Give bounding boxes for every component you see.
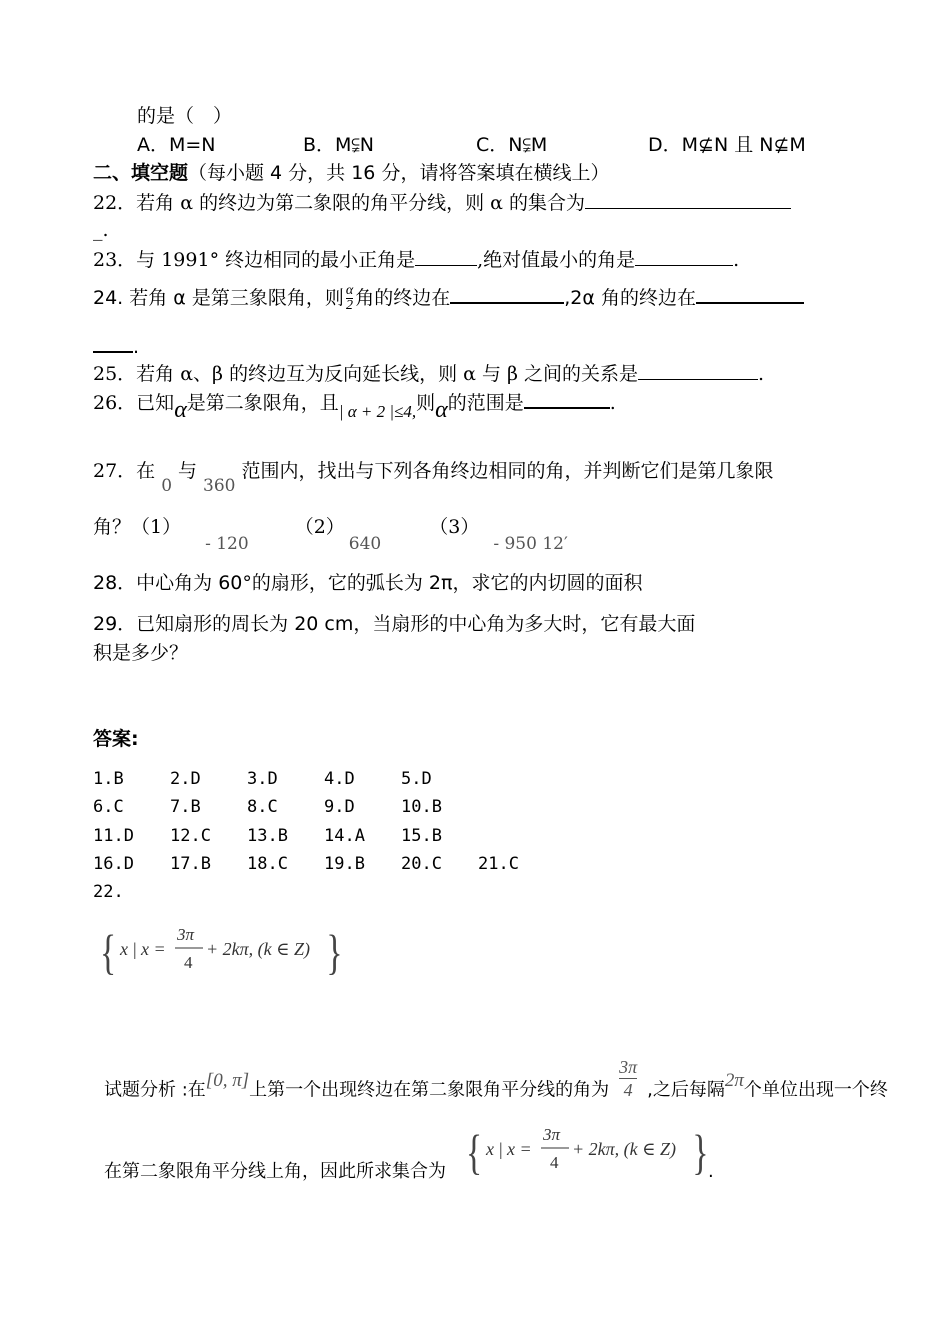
q24-part2: 角的终边在 [355,287,451,309]
analysis-two-pi: 2π [724,1069,744,1091]
q26-alpha-2: α [435,397,448,423]
answer-21: 21.C [478,854,519,874]
question-27-line2 [93,515,568,554]
set-frac-den: 4 [184,953,193,972]
q26-condition: | α + 2 |≤4, [338,402,417,421]
answer-12: 12.C [170,826,211,846]
answers-row-1 [93,767,478,791]
analysis-tail: . [708,1161,714,1182]
q27-line2: 角？（1） [93,516,182,538]
answer-7: 7.B [170,797,201,817]
q27-sub2: （2） [294,516,345,538]
q21-option-a: A．M=N [137,134,216,156]
section-note: （每小题 4 分，共 16 分，请将答案填在横线上） [188,162,610,184]
answer-18: 18.C [247,854,288,874]
answer-22-set-formula [100,918,345,978]
q27-part3: 范围内，找出与下列各角终边相同的角，并判断它们是第几象限 [241,460,774,482]
answer-8: 8.C [247,797,278,817]
q27-part1: 27．在 [93,460,156,482]
q23-part1: 23．与 1991° 终边相同的最小正角是 [93,249,416,271]
q27-sub3: （3） [429,516,480,538]
q27-value-1: - 120 [205,534,249,554]
q24-tail-line [93,333,139,359]
answer-17: 17.B [170,854,211,874]
q26-part4: 的范围是 [447,392,524,414]
q24-tail: . [133,336,140,358]
answer-2: 2.D [170,769,201,789]
answers-title: 答案: [93,728,139,750]
analysis-interval: [0, π] [205,1069,250,1091]
answer-11: 11.D [93,826,134,846]
analysis-set-rest: + 2kπ, (k ∈ Z) [572,1139,676,1159]
analysis-set-var: x [486,1139,494,1159]
analysis-set-left-brace: { [466,1125,483,1178]
answer-14: 14.A [324,826,365,846]
answer-9: 9.D [324,797,355,817]
q26-tail: . [609,392,616,414]
set-rest: + 2kπ, (k ∈ Z) [206,939,310,959]
set-frac-num: 3π [177,925,195,944]
q25-tail: . [758,363,765,385]
answer-22-label: 22. [93,882,124,902]
answer-3: 3.D [247,769,278,789]
answers-row-3 [93,824,478,848]
q26-answer-blank[interactable] [524,389,610,409]
answer-15: 15.B [401,826,442,846]
q23-part2: ,绝对值最小的角是 [477,249,636,271]
q23-part3: . [733,249,740,271]
q25-answer-blank[interactable] [638,361,758,380]
answer-4: 4.D [324,769,355,789]
analysis-part2: 上第一个出现终边在第二象限角平分线的角为 [249,1079,610,1101]
question-29-line2: 积是多少？ [93,642,189,664]
answer-5: 5.D [401,769,432,789]
q25-text: 25．若角 α、β 的终边互为反向延长线，则 α 与 β 之间的关系是 [93,363,639,385]
q26-alpha: α [174,397,187,423]
analysis-set-eq: x = [507,1139,532,1159]
question-22 [93,190,791,215]
answer-20: 20.C [401,854,442,874]
answers-row-4 [93,852,555,876]
set-right-brace: } [326,925,343,978]
analysis-fraction [619,1056,637,1101]
question-29-line1: 29．已知扇形的周长为 20 cm，当扇形的中心角为多大时，它有最大面 [93,613,696,635]
q22-answer-blank[interactable] [585,190,791,209]
q27-zero: 0 [161,476,173,496]
q23-blank-1[interactable] [415,247,477,266]
q24-part1: 24. 若角 α 是第三象限角，则 [93,287,344,309]
set-var: x [120,939,128,959]
analysis-frac-num: 3π [619,1057,638,1077]
answer-16: 16.D [93,854,134,874]
answers-row-2 [93,795,478,819]
answer-10: 10.B [401,797,442,817]
section-title: 二、填空题 [93,162,189,184]
q26-part3: 则 [416,392,436,414]
section-heading [93,161,609,185]
analysis-set-bar: | [499,1139,503,1159]
q27-value-3: - 950 12′ [493,534,568,554]
analysis-set-right-brace: } [692,1125,709,1178]
question-24 [93,284,804,313]
q24-frac-den: 2 [346,298,354,313]
set-left-brace: { [100,925,117,978]
q24-blank-2-cont[interactable] [93,333,133,353]
analysis-set-formula [466,1118,711,1178]
q26-part1: 26．已知 [93,392,175,414]
q24-blank-2[interactable] [696,284,804,304]
analysis-part3: ,之后每隔 [647,1079,725,1101]
analysis-line2: 在第二象限角平分线上角，因此所求集合为 [104,1161,446,1182]
q21-option-b: B．M⫋N [303,134,375,156]
answer-6: 6.C [93,797,124,817]
q26-part2: 是第二象限角，且 [186,392,339,414]
analysis-part4: 个单位出现一个终 [743,1079,888,1101]
q24-blank-1[interactable] [450,284,564,304]
q21-tail: 的是（ ） [137,105,233,127]
q27-part2: 与 [178,460,198,482]
answer-1: 1.B [93,769,124,789]
answer-19: 19.B [324,854,365,874]
set-bar: | [133,939,137,959]
analysis-set-frac-num: 3π [543,1125,561,1144]
question-25 [93,361,764,386]
analysis-frac-den: 4 [623,1080,633,1100]
q24-part3: ,2α 角的终边在 [564,287,696,309]
question-23 [93,247,739,272]
analysis-part1: 试题分析 :在 [104,1079,206,1101]
q24-fraction [346,284,353,313]
question-27 [93,459,774,496]
question-26 [93,389,616,423]
q23-blank-2[interactable] [635,247,733,266]
answer-13: 13.B [247,826,288,846]
q24-frac-num: α [345,283,354,298]
set-eq: x = [141,939,166,959]
question-28: 28．中心角为 60°的扇形，它的弧长为 2π，求它的内切圆的面积 [93,572,643,594]
analysis-set-frac-den: 4 [550,1153,559,1172]
q21-option-c: C．N⫋M [476,134,548,156]
q21-option-d: D．M⊈N 且 N⊈M [648,134,806,156]
q22-text: 22．若角 α 的终边为第二象限的角平分线，则 α 的集合为 [93,192,585,214]
q27-360: 360 [203,476,236,496]
q22-tail: _. [93,219,109,241]
q27-value-2: 640 [348,534,382,554]
